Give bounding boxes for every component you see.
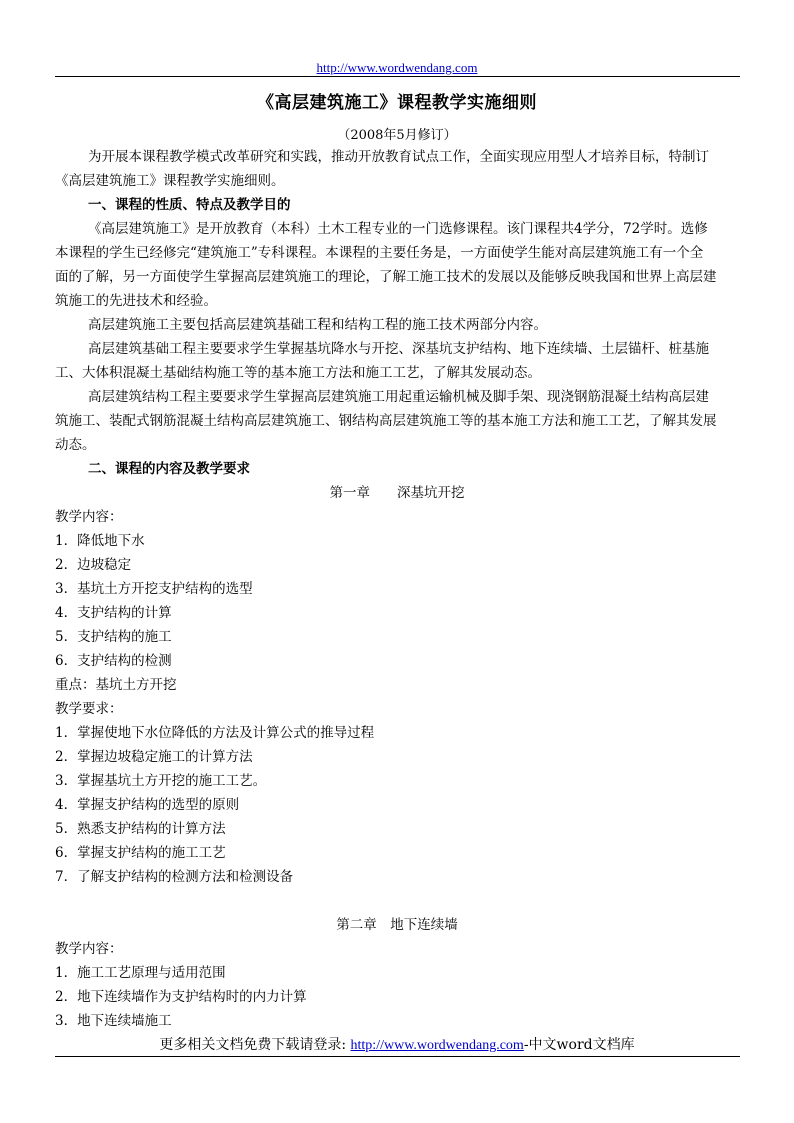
header-link[interactable]: http://www.wordwendang.com — [316, 60, 478, 75]
chapter-title: 第一章 深基坑开挖 — [329, 485, 465, 501]
list-item: 7．了解支护结构的检测方法和检测设备 — [55, 869, 294, 885]
list-item: 2．边坡稳定 — [55, 557, 132, 573]
section-heading: 一、课程的性质、特点及教学目的 — [88, 197, 291, 213]
list-item: 2．掌握边坡稳定施工的计算方法 — [55, 749, 253, 765]
list-item: 1．降低地下水 — [55, 533, 145, 549]
footer-link[interactable]: http://www.wordwendang.com — [350, 1038, 524, 1053]
intro-line: 为开展本课程教学模式改革研究和实践，推动开放教育试点工作，全面实现应用型人才培养目标，特制订 — [88, 149, 709, 165]
list-item: 4．支护结构的计算 — [55, 605, 172, 621]
list-item: 3．地下连续墙施工 — [55, 1013, 172, 1029]
paragraph-line: 高层建筑施工主要包括高层建筑基础工程和结构工程的施工技术两部分内容。 — [88, 317, 547, 333]
key-point: 重点：基坑土方开挖 — [55, 677, 177, 693]
footer-note — [0, 1034, 794, 1054]
intro-line: 《高层建筑施工》课程教学实施细则。 — [55, 173, 285, 189]
section-heading: 二、课程的内容及教学要求 — [88, 461, 250, 477]
paragraph-line: 本课程的学生已经修完“建筑施工”专科课程。本课程的主要任务是，一方面使学生能对高层建筑施工有一个全 — [55, 245, 704, 261]
paragraph-line: 工、大体积混凝土基础结构施工等的基本施工方法和施工工艺，了解其发展动态。 — [55, 365, 541, 381]
paragraph-line: 动态。 — [55, 437, 96, 453]
requirements-label: 教学要求： — [55, 701, 123, 717]
paragraph-line: 《高层建筑施工》是开放教育（本科）土木工程专业的一门选修课程。该门课程共4学分，72学时。选修 — [88, 221, 708, 237]
list-item: 5．熟悉支护结构的计算方法 — [55, 821, 226, 837]
list-item: 3．掌握基坑土方开挖的施工工艺。 — [55, 773, 267, 789]
list-item: 6．掌握支护结构的施工工艺 — [55, 845, 226, 861]
paragraph-line: 高层建筑基础工程主要要求学生掌握基坑降水与开挖、深基坑支护结构、地下连续墙、土层锚杆、桩基施 — [88, 341, 709, 357]
list-item: 2．地下连续墙作为支护结构时的内力计算 — [55, 989, 307, 1005]
list-item: 4．掌握支护结构的选型的原则 — [55, 797, 240, 813]
paragraph-line: 面的了解，另一方面使学生掌握高层建筑施工的理论，了解工施工技术的发展以及能够反映我国和世界上高层建 — [55, 269, 717, 285]
list-item: 1．施工工艺原理与适用范围 — [55, 965, 226, 981]
list-item: 1．掌握使地下水位降低的方法及计算公式的推导过程 — [55, 725, 375, 741]
footer-divider — [55, 1056, 740, 1057]
list-item: 3．基坑土方开挖支护结构的选型 — [55, 581, 253, 597]
chapter-title: 第二章 地下连续墙 — [336, 917, 458, 933]
document-title: 《高层建筑施工》课程教学实施细则 — [257, 93, 537, 113]
content-label: 教学内容： — [55, 509, 123, 525]
paragraph-line: 筑施工的先进技术和经验。 — [55, 293, 217, 309]
list-item: 5．支护结构的施工 — [55, 629, 172, 645]
paragraph-line: 筑施工、装配式钢筋混凝土结构高层建筑施工、钢结构高层建筑施工等的基本施工方法和施工工艺，了解其发展 — [55, 413, 717, 429]
revision-note: （2008年5月修订） — [337, 128, 457, 143]
footer-prefix: 更多相关文档免费下载请登录: — [159, 1037, 351, 1053]
footer-suffix: -中文word文档库 — [523, 1037, 635, 1053]
header-divider — [55, 76, 740, 77]
list-item: 6．支护结构的检测 — [55, 653, 172, 669]
paragraph-line: 高层建筑结构工程主要要求学生掌握高层建筑施工用起重运输机械及脚手架、现浇钢筋混凝土结构高层建 — [88, 389, 709, 405]
content-label: 教学内容： — [55, 941, 123, 957]
